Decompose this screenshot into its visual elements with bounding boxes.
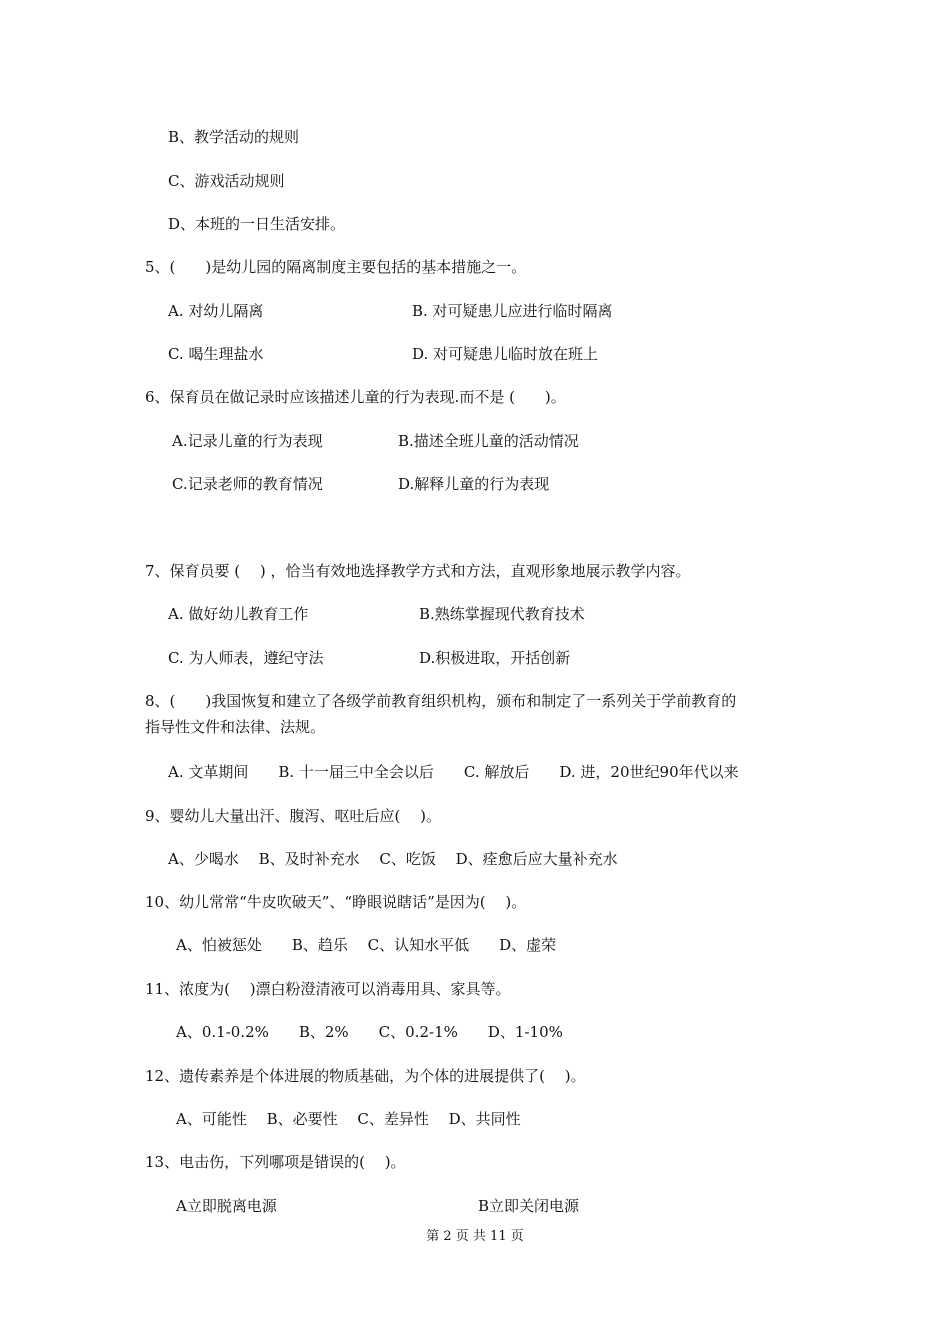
option-13a: A立即脱离电源 xyxy=(176,1197,277,1215)
question-10: 10、幼儿常常“牛皮吹破天”、“睁眼说瞎话”是因为( )。 xyxy=(145,893,527,911)
options-9: A、少喝水 B、及时补充水 C、吃饭 D、痊愈后应大量补充水 xyxy=(168,850,618,868)
option-6b: B.描述全班儿童的活动情况 xyxy=(398,432,579,450)
question-6: 6、保育员在做记录时应该描述儿童的行为表现.而不是 ( )。 xyxy=(145,388,566,406)
option-7c: C. 为人师表，遵纪守法 xyxy=(168,649,324,667)
options-11: A、0.1-0.2% B、2% C、0.2-1% D、1-10% xyxy=(176,1023,563,1041)
option-4c: C、游戏活动规则 xyxy=(168,172,285,190)
option-7d: D.积极进取，开括创新 xyxy=(419,649,571,667)
question-8-line-2: 指导性文件和法律、法规。 xyxy=(145,718,326,736)
option-5a: A. 对幼儿隔离 xyxy=(168,302,264,320)
option-4d: D、本班的一日生活安排。 xyxy=(168,215,346,233)
question-7: 7、保育员要 ( ) ，恰当有效地选择教学方式和方法，直观形象地展示教学内容。 xyxy=(145,562,691,580)
option-6c: C.记录老师的教育情况 xyxy=(172,475,323,493)
option-6a: A.记录儿童的行为表现 xyxy=(172,432,323,450)
option-5b: B. 对可疑患儿应进行临时隔离 xyxy=(412,302,613,320)
options-10: A、怕被惩处 B、趋乐 C、认知水平低 D、虚荣 xyxy=(176,936,557,954)
question-11: 11、浓度为( )漂白粉澄清液可以消毒用具、家具等。 xyxy=(145,980,511,998)
option-4b: B、教学活动的规则 xyxy=(168,128,300,146)
option-13b: B立即关闭电源 xyxy=(478,1197,580,1215)
option-5d: D. 对可疑患儿临时放在班上 xyxy=(412,345,599,363)
question-5: 5、( )是幼儿园的隔离制度主要包括的基本措施之一。 xyxy=(145,258,527,276)
option-7b: B.熟练掌握现代教育技术 xyxy=(419,605,585,623)
question-13: 13、电击伤，下列哪项是错误的( )。 xyxy=(145,1153,406,1171)
question-8-line-1: 8、( )我国恢复和建立了各级学前教育组织机构，颁布和制定了一系列关于学前教育的 xyxy=(145,692,737,710)
option-6d: D.解释儿童的行为表现 xyxy=(398,475,550,493)
options-8: A. 文革期间 B. 十一届三中全会以后 C. 解放后 D. 进，20世纪90年代以来 xyxy=(168,763,739,781)
question-9: 9、婴幼儿大量出汗、腹泻、呕吐后应( )。 xyxy=(145,807,442,825)
page-footer: 第 2 页 共 11 页 xyxy=(426,1229,524,1244)
question-12: 12、遗传素养是个体进展的物质基础，为个体的进展提供了( )。 xyxy=(145,1067,586,1085)
option-5c: C. 喝生理盐水 xyxy=(168,345,264,363)
options-12: A、可能性 B、必要性 C、差异性 D、共同性 xyxy=(176,1110,521,1128)
option-7a: A. 做好幼儿教育工作 xyxy=(168,605,309,623)
